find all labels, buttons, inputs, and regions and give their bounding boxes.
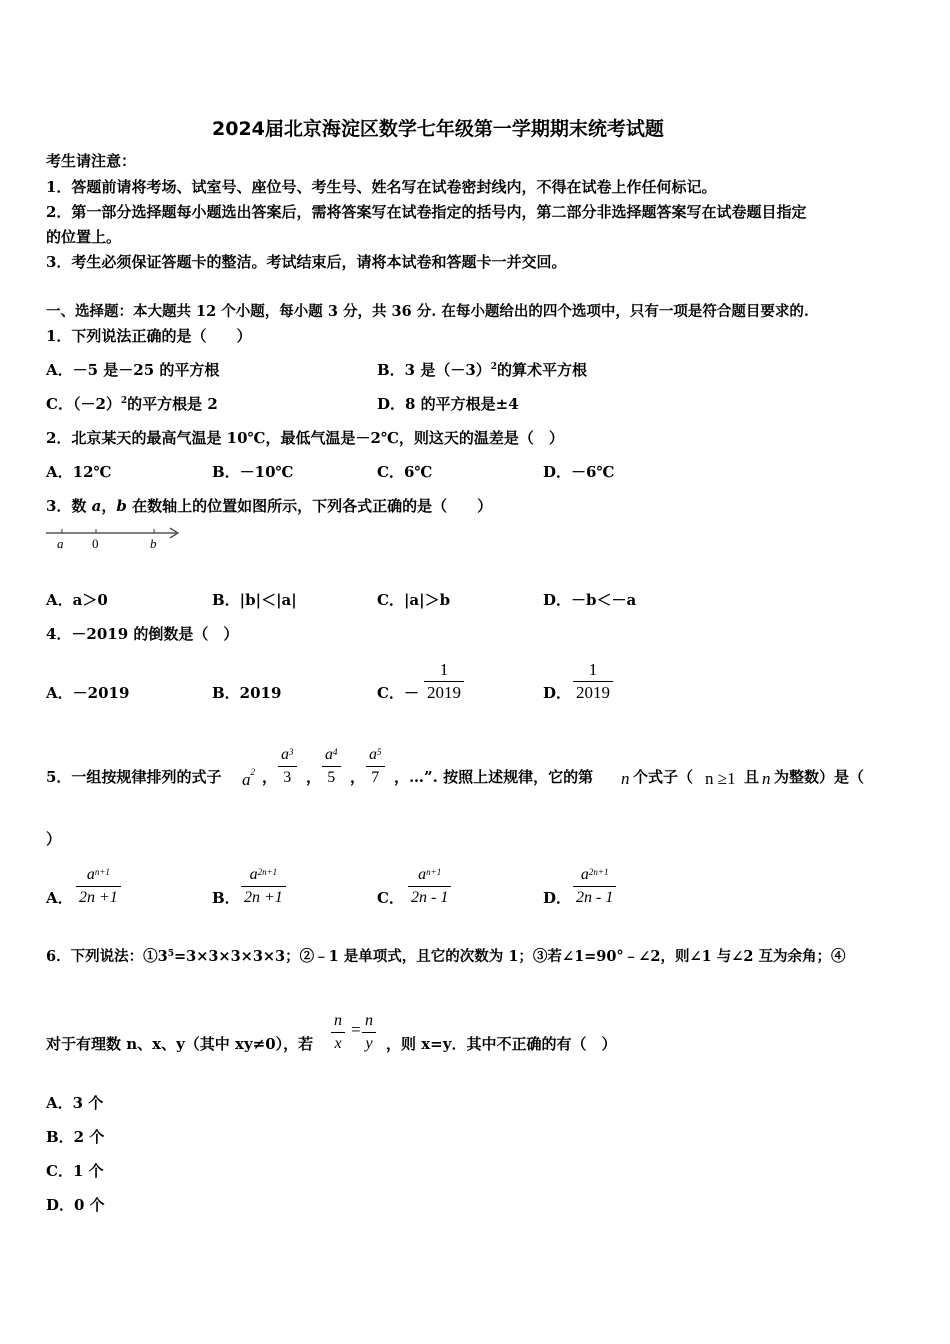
first-term <box>242 767 255 790</box>
question-4-stem: 4．－2019 的倒数是（ ） <box>46 625 239 643</box>
fraction-numerator <box>408 864 451 887</box>
fraction-one-over-2019 <box>573 659 613 704</box>
exponent: 5 <box>167 949 174 959</box>
condition-n-ge-1: n ≥1 <box>705 769 736 788</box>
stem-text: 在数轴上的位置如图所示，下列各式正确的是（ ） <box>126 497 493 515</box>
term-base: a <box>418 866 427 883</box>
fraction-denominator: 2n +1 <box>79 889 118 906</box>
fraction-denominator: x <box>334 1035 342 1052</box>
question-6-stem-line-2-end: ，则 x=y．其中不正确的有（ ） <box>386 1035 617 1053</box>
question-1-option-a[interactable]: A．－5 是－25 的平方根 <box>46 361 220 379</box>
stem-text: ， <box>101 497 117 515</box>
exponent: 2 <box>120 396 128 406</box>
term-base: a <box>580 866 589 883</box>
section-heading: 一、选择题：本大题共 12 个小题，每小题 3 分，共 36 分. 在每小题给出的四个选项中，只有一项是符合题目要求的. <box>46 303 809 320</box>
fraction-one-over-2019 <box>424 659 464 704</box>
exponent: n+1 <box>94 867 110 877</box>
stem-text: =3×3×3×3×3；②﹣1 是单项式，且它的次数为 1；③若∠1=90°﹣∠2，则∠1 与∠2 互为余角；④ <box>173 948 846 965</box>
exponent: 2 <box>490 362 498 372</box>
exponent: n+1 <box>426 867 442 877</box>
separator: ， <box>262 768 278 786</box>
question-2-option-a[interactable]: A．12℃ <box>46 463 112 481</box>
fraction-denominator: y <box>365 1035 373 1052</box>
question-1-option-d[interactable]: D．8 的平方根是±4 <box>377 395 519 413</box>
question-6-option-d[interactable]: D．0 个 <box>46 1196 105 1214</box>
notice-item: 2．第一部分选择题每小题选出答案后，需将答案写在试卷指定的括号内，第二部分非选择题答案写在试卷题目指定 <box>46 203 807 221</box>
fraction-numerator <box>573 864 616 887</box>
question-4-option-a[interactable]: A．－2019 <box>46 684 130 702</box>
variable-n: n <box>621 769 630 788</box>
fraction-numerator: n <box>331 1010 345 1033</box>
term-base: a <box>249 866 258 883</box>
exponent: 5 <box>377 747 382 757</box>
exponent: 4 <box>333 747 338 757</box>
fraction-denominator: 3 <box>283 769 292 786</box>
question-1-stem: 1．下列说法正确的是（ ） <box>46 327 252 345</box>
term-base: a <box>281 746 289 763</box>
exponent: 2 <box>250 767 255 777</box>
question-5-option-d[interactable]: D． <box>543 889 572 907</box>
option-text: B．3 是（－3） <box>377 361 491 379</box>
fraction-numerator: 1 <box>573 659 613 682</box>
fraction-numerator <box>278 744 297 767</box>
question-3-option-b[interactable]: B．|b|＜|a| <box>212 591 297 609</box>
question-1-option-c[interactable] <box>46 394 218 414</box>
term-base: a <box>369 746 377 763</box>
question-6-option-c[interactable]: C．1 个 <box>46 1162 104 1180</box>
page-title: 2024届北京海淀区数学七年级第一学期期末统考试题 <box>212 118 664 140</box>
series-term-1 <box>278 744 297 789</box>
fraction-numerator <box>76 864 121 887</box>
exponent: 3 <box>289 747 294 757</box>
stem-text: 6．下列说法：①3 <box>46 948 168 965</box>
fraction-denominator: 5 <box>327 769 336 786</box>
variable-n: n <box>762 769 771 788</box>
question-2-stem: 2．北京某天的最高气温是 10℃，最低气温是－2℃，则这天的温差是（ ） <box>46 429 564 447</box>
fraction-numerator <box>241 864 286 887</box>
axis-label-a: a <box>57 536 64 551</box>
option-d-fraction <box>573 864 616 909</box>
question-2-option-b[interactable]: B．－10℃ <box>212 463 294 481</box>
question-3-option-c[interactable]: C．|a|＞b <box>377 591 451 609</box>
question-5-option-b[interactable]: B． <box>212 889 240 907</box>
term-base: a <box>86 866 95 883</box>
fraction-n-over-y <box>362 1010 376 1055</box>
option-c-fraction <box>408 864 451 909</box>
exponent: 2n+1 <box>257 867 278 877</box>
question-5-stem-end: 为整数）是（ <box>774 768 865 786</box>
question-4-option-c[interactable]: C．－ <box>377 684 419 702</box>
notice-item: 的位置上。 <box>46 228 122 246</box>
notice-item: 1．答题前请将考场、试室号、座位号、考生号、姓名写在试卷密封线内，不得在试卷上作任何标记。 <box>46 178 717 196</box>
fraction-numerator <box>366 744 385 767</box>
variable-b: b <box>116 497 127 515</box>
option-a-fraction <box>76 864 121 909</box>
question-5-option-a[interactable]: A． <box>46 889 73 907</box>
fraction-denominator: 2019 <box>576 683 610 702</box>
separator: ， <box>350 768 366 786</box>
question-2-option-d[interactable]: D．－6℃ <box>543 463 615 481</box>
fraction-numerator: n <box>362 1010 376 1033</box>
question-6-stem-line-1 <box>46 947 846 967</box>
question-5-option-c[interactable]: C． <box>377 889 404 907</box>
stem-text: 3．数 <box>46 497 92 515</box>
question-6-option-a[interactable]: A．3 个 <box>46 1094 104 1112</box>
question-5-stem-middle-2: 个式子（ <box>633 768 694 786</box>
separator: ， <box>306 768 322 786</box>
question-4-option-b[interactable]: B．2019 <box>212 684 282 702</box>
question-1-option-b[interactable] <box>377 360 587 380</box>
variable-a: a <box>91 497 102 515</box>
fraction-numerator <box>322 744 341 767</box>
fraction-denominator: 2n +1 <box>244 889 283 906</box>
fraction-denominator: 2n - 1 <box>576 889 614 906</box>
notice-item: 3．考生必须保证答题卡的整洁。考试结束后，请将本试卷和答题卡一并交回。 <box>46 253 567 271</box>
question-5-stem-middle: ，…”. 按照上述规律，它的第 <box>394 768 594 786</box>
fraction-denominator: 2019 <box>427 683 461 702</box>
fraction-denominator: 7 <box>371 769 380 786</box>
option-text: 的算术平方根 <box>497 361 588 379</box>
question-3-option-a[interactable]: A．a＞0 <box>46 591 108 609</box>
question-6-stem-line-2-start: 对于有理数 n、x、y（其中 xy≠0），若 <box>46 1035 314 1053</box>
term-base: a <box>325 746 333 763</box>
fraction-denominator: 2n - 1 <box>411 889 449 906</box>
series-term-3 <box>366 744 385 789</box>
conjunction: 且 <box>744 768 760 786</box>
question-3-option-d[interactable]: D．－b＜－a <box>543 591 637 609</box>
fraction-numerator: 1 <box>424 659 464 682</box>
series-term-2 <box>322 744 341 789</box>
axis-label-0: 0 <box>92 536 99 551</box>
axis-label-b: b <box>150 536 157 551</box>
number-line-figure <box>44 523 184 553</box>
question-4-option-d[interactable]: D． <box>543 684 572 702</box>
term-base: a <box>242 770 251 789</box>
question-5-stem-start: 5．一组按规律排列的式子 <box>46 768 222 786</box>
fraction-n-over-x <box>331 1010 345 1055</box>
option-b-fraction <box>241 864 286 909</box>
equals-sign: = <box>351 1020 361 1039</box>
option-text: 的平方根是 2 <box>127 395 218 413</box>
question-6-option-b[interactable]: B．2 个 <box>46 1128 105 1146</box>
notice-heading: 考生请注意： <box>46 152 137 170</box>
question-5-stem-close: ） <box>46 830 62 848</box>
question-3-stem <box>46 496 492 516</box>
question-2-option-c[interactable]: C．6℃ <box>377 463 433 481</box>
option-text: C．（－2） <box>46 395 121 413</box>
exponent: 2n+1 <box>588 867 609 877</box>
